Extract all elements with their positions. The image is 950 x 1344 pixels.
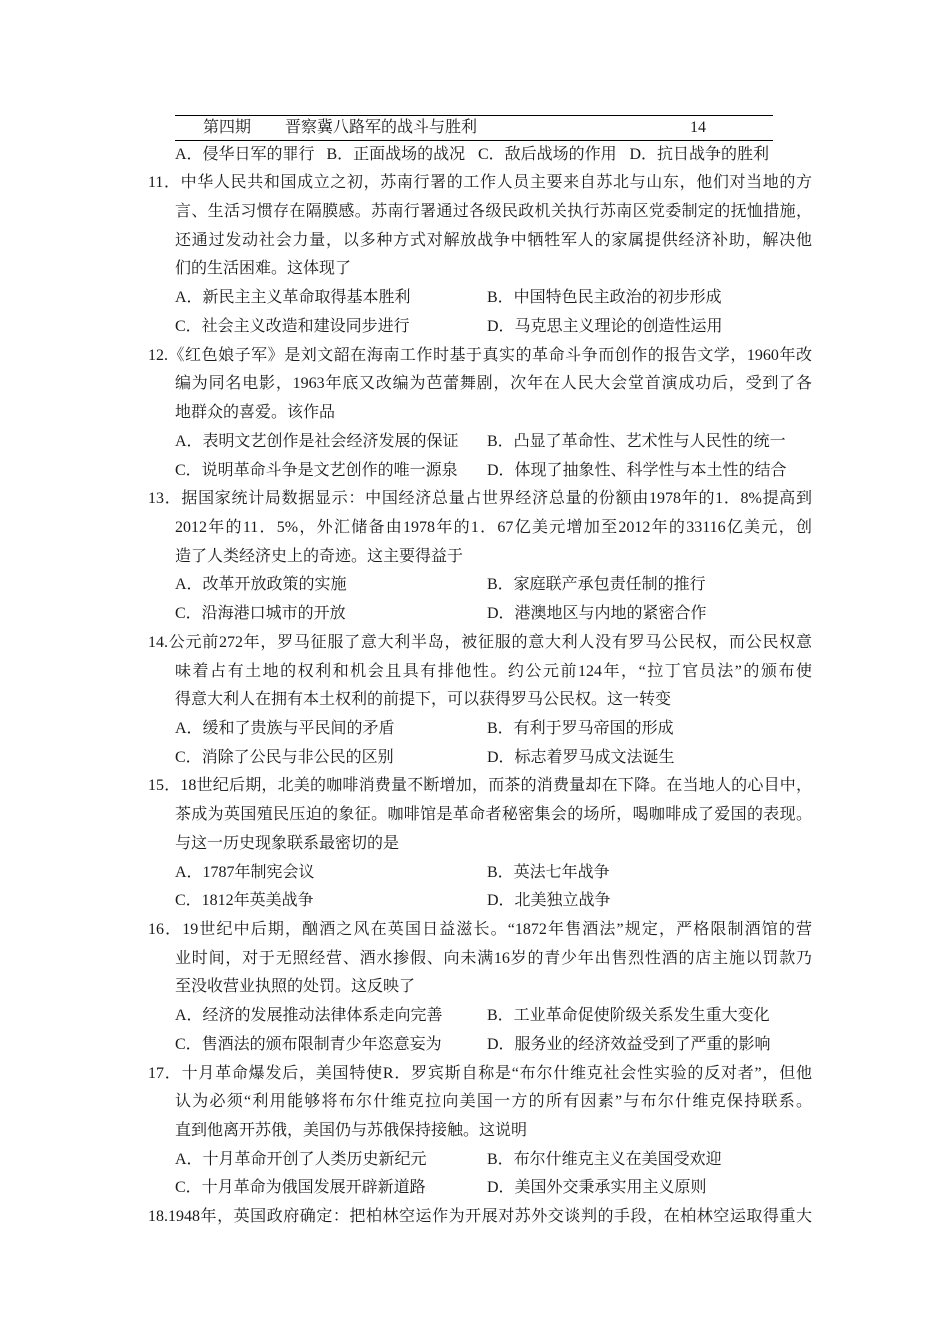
question-text-line: 还通过发动社会力量，以多种方式对解放战争中牺牲军人的家属提供经济补助，解决他 [175, 231, 812, 249]
option-grid [175, 571, 812, 628]
question-text-line: 们的生活困难。这体现了 [175, 260, 352, 278]
option-b: B．正面战场的战况 [326, 145, 466, 163]
option-a: A．新民主主义革命取得基本胜利 [175, 289, 411, 307]
option-b: B．工业革命促使阶级关系发生重大变化 [487, 1007, 770, 1025]
option-d: D．美国外交秉承实用主义原则 [487, 1179, 707, 1197]
option-grid [175, 284, 812, 341]
question-text-line: 与这一历史现象联系最密切的是 [175, 834, 400, 852]
question-text-line: 言、生活习惯存在隔膜感。苏南行署通过各级民政机关执行苏南区党委制定的抚恤措施， [175, 203, 812, 221]
option-a: A．经济的发展推动法律体系走向完善 [175, 1007, 443, 1025]
question-text-line: 至没收营业执照的处罚。这反映了 [175, 978, 416, 996]
question-number: 17． [148, 1064, 182, 1082]
question-first-line [148, 1203, 812, 1232]
question-11 [148, 169, 812, 341]
question-text-line: 据国家统计局数据显示：中国经济总量占世界经济总量的份额由1978年的1．8%提高到 [181, 490, 812, 508]
question-number: 14. [148, 633, 168, 651]
option-d: D．抗日战争的胜利 [629, 145, 770, 163]
option-grid [175, 428, 812, 485]
option-d: D．服务业的经济效益受到了严重的影响 [487, 1035, 771, 1053]
question-first-line [148, 1060, 812, 1089]
question-list [148, 141, 812, 1232]
option-grid [175, 715, 812, 772]
option-grid [175, 1146, 812, 1203]
question-first-line [148, 169, 812, 198]
option-c: C．1812年英美战争 [175, 892, 314, 910]
option-c: C．社会主义改造和建设同步进行 [175, 317, 410, 335]
option-c: C．十月革命为俄国发展开辟新道路 [175, 1179, 426, 1197]
option-d: D．马克思主义理论的创造性运用 [487, 317, 723, 335]
question-number: 18. [148, 1208, 168, 1226]
option-b: B．家庭联产承包责任制的推行 [487, 576, 706, 594]
option-c: C．沿海港口城市的开放 [175, 605, 346, 623]
header-title: 晋察冀八路军的战斗与胜利 [285, 119, 478, 136]
option-d: D．标志着罗马成文法诞生 [487, 748, 675, 766]
option-b: B．中国特色民主政治的初步形成 [487, 289, 722, 307]
question-18 [148, 1203, 812, 1232]
question-number: 16． [148, 921, 183, 938]
option-a: A．表明文艺创作是社会经济发展的保证 [175, 432, 459, 450]
question-15 [148, 772, 812, 916]
question-text-line: 直到他离开苏俄，美国仍与苏俄保持接触。这说明 [175, 1122, 528, 1140]
option-b: B．布尔什维克主义在美国受欢迎 [487, 1150, 722, 1168]
question-text-line: 得意大利人在拥有本土权利的前提下，可以获得罗马公民权。这一转变 [175, 691, 672, 709]
header-period: 第四期 [203, 119, 252, 136]
question-number: 12. [148, 346, 168, 364]
question-first-line [148, 485, 812, 514]
question-number: 13． [148, 490, 182, 508]
option-d: D．北美独立战争 [487, 892, 611, 910]
question-text-line: 2012年的11．5%，外汇储备由1978年的1．67亿美元增加至2012年的33116亿美元，创 [175, 518, 812, 536]
question-first-line [148, 342, 812, 371]
question-text-line: 业时间，对于无照经营、酒水掺假、向未满16岁的青少年出售烈性酒的店主施以罚款乃 [175, 949, 812, 967]
question-text-line: 茶成为英国殖民压迫的象征。咖啡馆是革命者秘密集会的场所，喝咖啡成了爱国的表现。 [175, 806, 812, 824]
option-c: C．售酒法的颁布限制青少年恣意妄为 [175, 1035, 442, 1053]
header-page-number: 14 [690, 119, 706, 136]
option-a: A．缓和了贵族与平民间的矛盾 [175, 719, 395, 737]
option-a: A．侵华日军的罪行 [175, 145, 315, 163]
question-13 [148, 485, 812, 629]
option-b: B．有利于罗马帝国的形成 [487, 719, 674, 737]
question-text-line: 《红色娘子军》是刘文韶在海南工作时基于真实的革命斗争而创作的报告文学，1960年改 [168, 346, 812, 364]
question-12 [148, 342, 812, 486]
prev-question-options [175, 141, 812, 170]
question-14 [148, 629, 812, 773]
question-text-line: 造了人类经济史上的奇迹。这主要得益于 [175, 547, 464, 565]
question-text-line: 公元前272年，罗马征服了意大利半岛，被征服的意大利人没有罗马公民权，而公民权意 [168, 633, 812, 651]
question-text-line: 18世纪后期，北美的咖啡消费量不断增加，而茶的消费量却在下降。在当地人的心目中， [180, 777, 812, 795]
option-a: A．十月革命开创了人类历史新纪元 [175, 1150, 427, 1168]
question-text-line: 地群众的喜爱。该作品 [175, 404, 336, 422]
question-text-line: 中华人民共和国成立之初，苏南行署的工作人员主要来自苏北与山东，他们对当地的方 [180, 174, 812, 192]
option-d: D．港澳地区与内地的紧密合作 [487, 605, 707, 623]
question-text-line: 十月革命爆发后，美国特使R．罗宾斯自称是“布尔什维克社会性实验的反对者”，但他 [181, 1064, 812, 1082]
question-16 [148, 916, 812, 1060]
question-first-line [148, 772, 812, 801]
option-grid [175, 859, 812, 916]
question-number: 15． [148, 777, 181, 795]
option-a: A．改革开放政策的实施 [175, 576, 347, 594]
question-text-line: 味着占有土地的权利和机会且具有排他性。约公元前124年，“拉丁官员法”的颁布使 [175, 662, 812, 680]
option-d: D．体现了抽象性、科学性与本土性的结合 [487, 461, 787, 479]
question-text-line: 19世纪中后期，酗酒之风在英国日益滋长。“1872年售酒法”规定，严格限制酒馆的营 [182, 921, 812, 938]
option-c: C．敌后战场的作用 [478, 145, 617, 163]
question-text-line: 认为必须“利用能够将布尔什维克拉向美国一方的所有因素”与布尔什维克保持联系。 [175, 1093, 812, 1111]
header-table [175, 115, 773, 141]
option-c: C．消除了公民与非公民的区别 [175, 748, 394, 766]
option-a: A．1787年制宪会议 [175, 863, 315, 881]
option-b: B．凸显了革命性、艺术性与人民性的统一 [487, 432, 786, 450]
question-17 [148, 1060, 812, 1204]
question-number: 11． [148, 174, 181, 192]
question-text-line: 编为同名电影，1963年底又改编为芭蕾舞剧，次年在人民大会堂首演成功后，受到了各 [175, 375, 812, 393]
option-grid [175, 1002, 812, 1059]
question-text-line: 1948年，英国政府确定：把柏林空运作为开展对苏外交谈判的手段，在柏林空运取得重大 [168, 1208, 812, 1226]
option-b: B．英法七年战争 [487, 863, 610, 881]
question-first-line [148, 629, 812, 658]
question-first-line [148, 916, 812, 945]
option-c: C．说明革命斗争是文艺创作的唯一源泉 [175, 461, 458, 479]
